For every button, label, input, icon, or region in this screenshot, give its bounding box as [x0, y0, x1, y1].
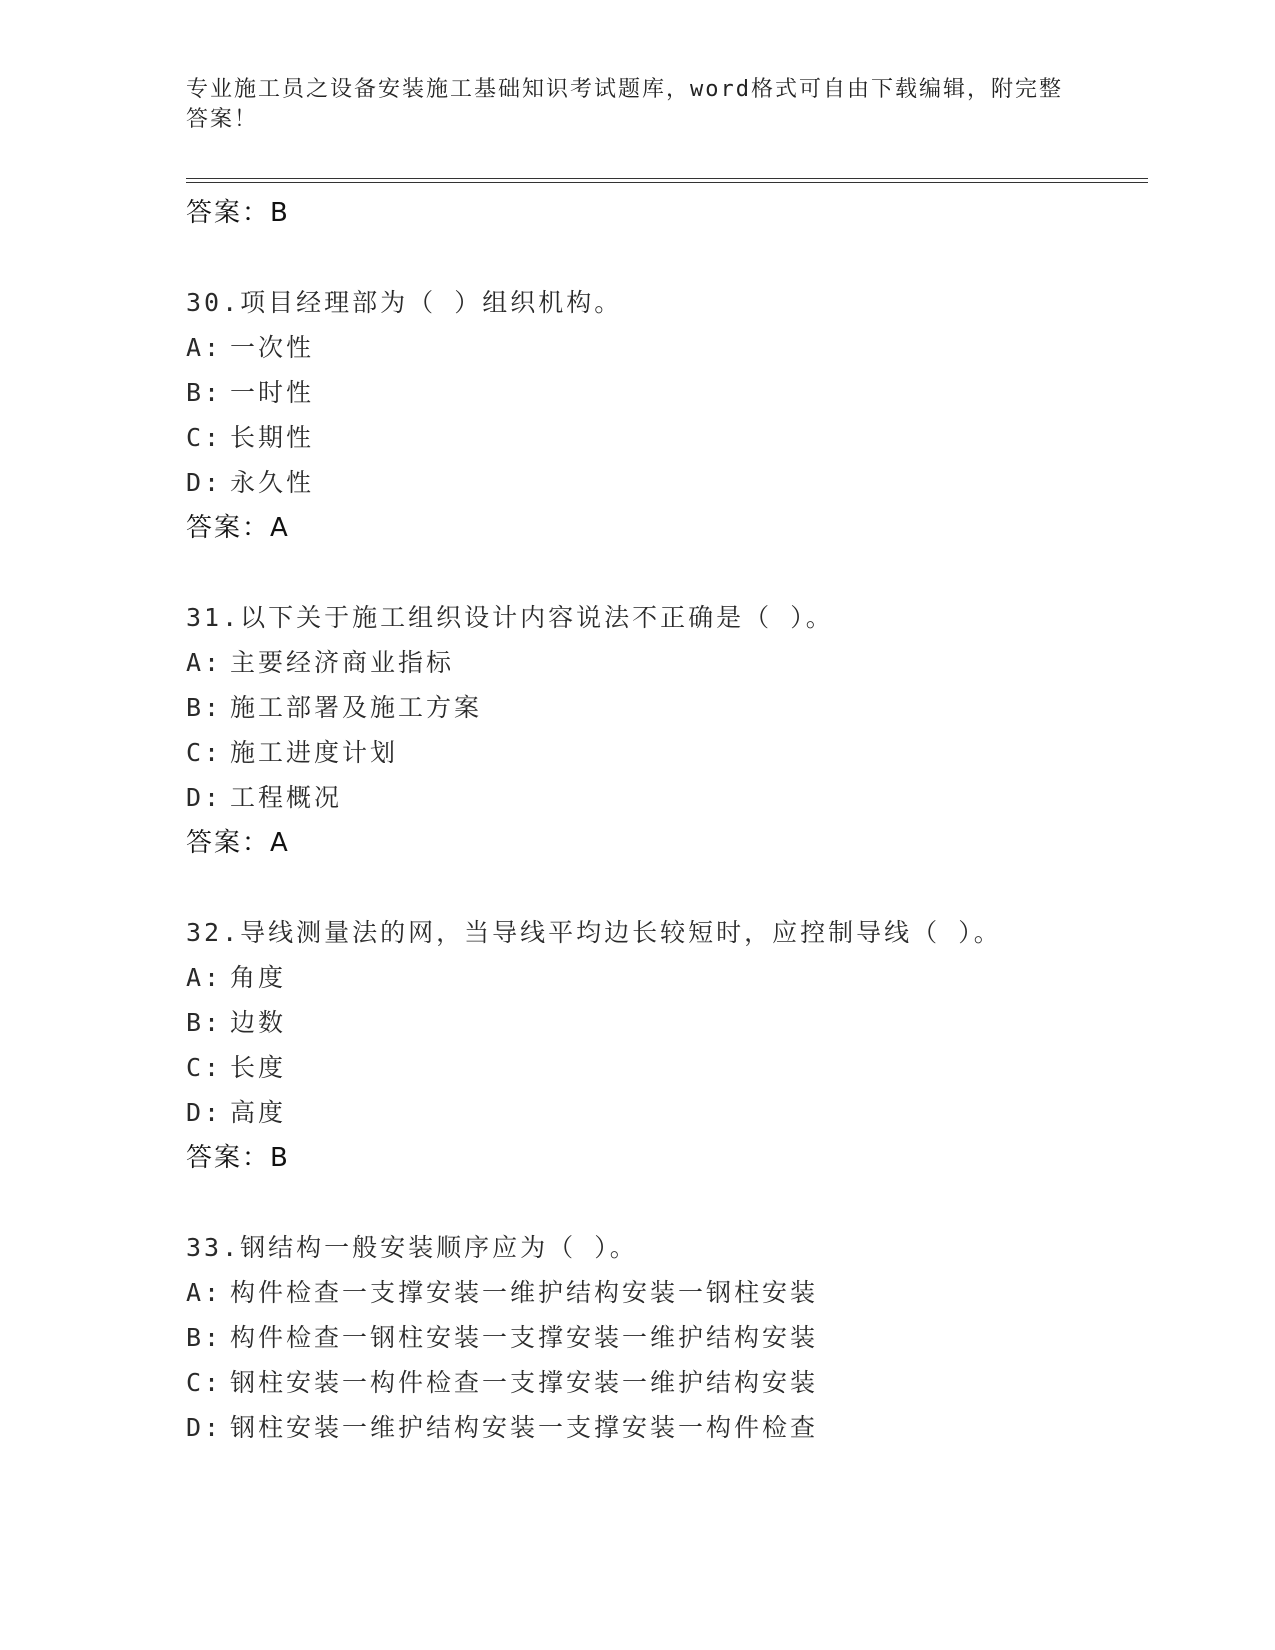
question-answer: 答案：A: [186, 828, 290, 858]
option-key: D:: [186, 468, 223, 497]
option-text: 高度: [230, 1098, 287, 1127]
question-option: [186, 1273, 818, 1309]
header-rule-top: [186, 178, 1148, 179]
header-rule-bottom: [186, 182, 1148, 183]
option-key: B:: [186, 378, 223, 407]
option-text: 永久性: [230, 468, 315, 497]
option-text: 一次性: [230, 333, 315, 362]
option-text: 工程概况: [230, 783, 343, 812]
option-text: 主要经济商业指标: [230, 648, 455, 677]
question-stem: 30.项目经理部为（ ）组织机构。: [186, 288, 623, 317]
option-text: 施工进度计划: [230, 738, 399, 767]
option-text: 钢柱安装一构件检查一支撑安装一维护结构安装: [230, 1368, 819, 1397]
option-key: B:: [186, 1323, 223, 1352]
question-option: [186, 643, 454, 679]
question-option: [186, 373, 314, 409]
question-option: [186, 1048, 286, 1084]
question-option: [186, 1003, 286, 1039]
option-text: 角度: [230, 963, 287, 992]
question-option: [186, 778, 342, 814]
option-key: D:: [186, 1098, 223, 1127]
option-key: A:: [186, 333, 223, 362]
option-key: C:: [186, 1368, 223, 1397]
question-option: [186, 1318, 818, 1354]
option-key: A:: [186, 963, 223, 992]
option-key: A:: [186, 648, 223, 677]
option-key: D:: [186, 783, 223, 812]
option-key: B:: [186, 693, 223, 722]
question-stem: 32.导线测量法的网，当导线平均边长较短时，应控制导线（ ）。: [186, 918, 1002, 947]
option-text: 长度: [230, 1053, 287, 1082]
option-key: B:: [186, 1008, 223, 1037]
question-option: [186, 1363, 818, 1399]
document-header: 专业施工员之设备安装施工基础知识考试题库，word格式可自由下载编辑，附完整答案！: [186, 77, 1063, 132]
question-stem: 33.钢结构一般安装顺序应为（ ）。: [186, 1233, 638, 1262]
option-key: C:: [186, 1053, 223, 1082]
option-text: 构件检查一钢柱安装一支撑安装一维护结构安装: [230, 1323, 819, 1352]
question-answer: 答案：A: [186, 513, 290, 543]
question-option: [186, 1408, 818, 1444]
question-option: [186, 733, 398, 769]
question-option: [186, 463, 314, 499]
option-text: 构件检查一支撑安装一维护结构安装一钢柱安装: [230, 1278, 819, 1307]
option-key: A:: [186, 1278, 223, 1307]
option-text: 长期性: [230, 423, 315, 452]
option-key: C:: [186, 738, 223, 767]
question-option: [186, 418, 314, 454]
question-option: [186, 328, 314, 364]
previous-answer: 答案：B: [186, 198, 290, 228]
question-option: [186, 688, 482, 724]
option-text: 施工部署及施工方案: [230, 693, 483, 722]
option-text: 钢柱安装一维护结构安装一支撑安装一构件检查: [230, 1413, 819, 1442]
option-text: 一时性: [230, 378, 315, 407]
question-answer: 答案：B: [186, 1143, 290, 1173]
option-key: D:: [186, 1413, 223, 1442]
option-text: 边数: [230, 1008, 287, 1037]
question-stem: 31.以下关于施工组织设计内容说法不正确是（ ）。: [186, 603, 834, 632]
question-option: [186, 1093, 286, 1129]
question-option: [186, 958, 286, 994]
option-key: C:: [186, 423, 223, 452]
